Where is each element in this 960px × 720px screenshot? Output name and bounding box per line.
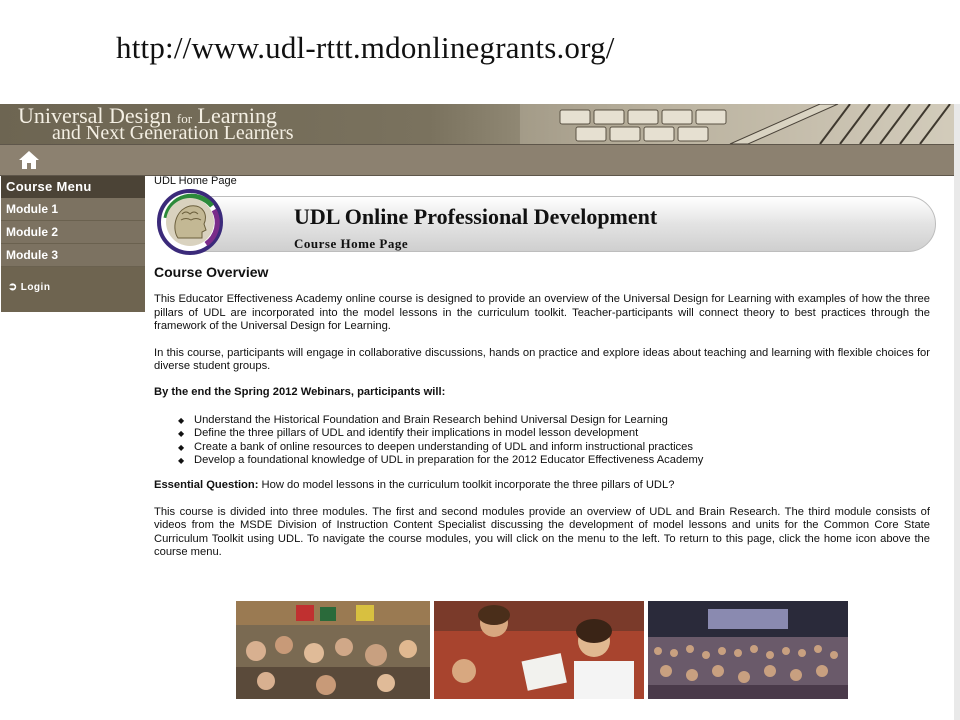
breadcrumb: UDL Home Page [154,175,237,187]
course-overview-content [154,266,930,573]
overview-paragraph-1: This Educator Effectiveness Academy online course is designed to provide an overview of the Universal Design for Learning with examples of how the three pillars of UDL are incorporated into the model lessons in the curriculum toolkit. Teacher-participants will connect theory to best practices through the framework of the Universal Design for Learning. [154,293,930,333]
menu-item-module-3[interactable]: Module 3 [1,244,145,267]
students-photo [434,601,644,699]
login-label: Login [20,282,51,293]
goal-item: ◆ Develop a foundational knowledge of UDL in preparation for the 2012 Educator Effectiveness Academy [194,454,930,467]
page-title: UDL Online Professional Development [294,204,658,229]
slide-url-title: http://www.udl-rttt.mdonlinegrants.org/ [116,30,615,65]
essential-question-label: Essential Question: [154,479,259,492]
website-screenshot [0,104,954,720]
photo-strip [236,601,848,699]
goal-item: ◆ Define the three pillars of UDL and identify their implications in model lesson development [194,427,930,440]
page-header [154,188,940,256]
udl-brain-logo [154,188,228,256]
slide-edge [954,104,960,720]
goal-item: ◆ Understand the Historical Foundation and Brain Research behind Universal Design for Learning [194,414,930,427]
course-menu [1,176,145,312]
conference-photo [648,601,848,699]
overview-paragraph-3: This course is divided into three modules. The first and second modules provide an overview of UDL and Brain Research. The third module consists of videos from the MSDE Division of Instruction Content Specialist discussing the development of model lessons and units for the Common Core State Curriculum Toolkit using UDL. To navigate the course modules, you will click on the menu to the left. To return to this page, click the home icon above the course menu. [154,505,930,559]
goals-list [154,414,930,468]
top-nav-bar [0,144,954,176]
banner-title-line2: and Next Generation Learners [52,122,294,144]
overview-heading: Course Overview [154,264,269,280]
page-subtitle: Course Home Page [294,236,409,251]
crowd-photo [236,601,430,699]
overview-paragraph-2: In this course, participants will engage in collaborative discussions, hands on practice and explore ideas about teaching and learning with flexible choices for diverse student groups. [154,346,930,373]
goal-item: ◆ Create a bank of online resources to deepen understanding of UDL and inform instructional practices [194,441,930,454]
course-menu-title: Course Menu [1,176,145,198]
menu-item-module-2[interactable]: Module 2 [1,221,145,244]
home-icon[interactable] [18,150,40,170]
essential-question-text: How do model lessons in the curriculum toolkit incorporate the three pillars of UDL? [258,479,675,492]
keyboard-pencil-image [520,104,954,144]
essential-question [154,479,930,492]
login-section [1,268,145,312]
menu-item-module-1[interactable]: Module 1 [1,198,145,221]
login-arrow-icon: ➲ [8,281,18,293]
banner-title-line1: Universal Design for Learning [18,104,277,128]
site-banner [0,104,954,144]
goals-heading: By the end the Spring 2012 Webinars, participants will: [154,386,446,399]
login-link[interactable] [8,280,50,293]
